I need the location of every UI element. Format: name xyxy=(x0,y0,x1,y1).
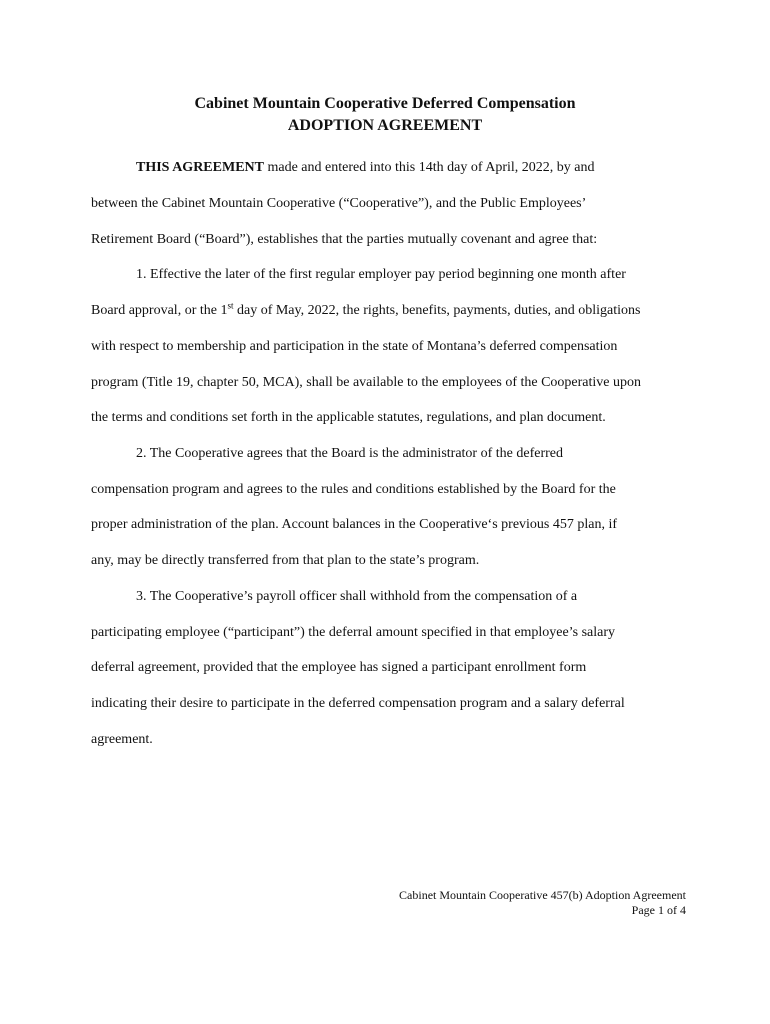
para1-line-5: the terms and conditions set forth in the applicable statutes, regulations, and plan document. xyxy=(91,410,606,425)
para3-line-5: agreement. xyxy=(91,732,153,747)
document-subtitle: ADOPTION AGREEMENT xyxy=(287,117,483,134)
para1-line-3: with respect to membership and participation in the state of Montana’s deferred compensation xyxy=(91,339,618,354)
para3-line-4: indicating their desire to participate in the deferred compensation program and a salary deferral xyxy=(91,696,625,711)
document-title: Cabinet Mountain Cooperative Deferred Compensation xyxy=(194,95,576,112)
para2-line-2: compensation program and agrees to the rules and conditions established by the Board for the xyxy=(91,482,616,497)
intro-line-1 xyxy=(136,159,594,177)
para1-line-1: 1. Effective the later of the first regular employer pay period beginning one month after xyxy=(136,267,626,282)
intro-lead: THIS AGREEMENT xyxy=(136,160,264,175)
para3-line-1: 3. The Cooperative’s payroll officer shall withhold from the compensation of a xyxy=(136,589,578,604)
para1-ordinal-sup: st xyxy=(227,300,234,311)
intro-line-3: Retirement Board (“Board”), establishes that the parties mutually covenant and agree that: xyxy=(91,232,598,247)
para2-line-1: 2. The Cooperative agrees that the Board is the administrator of the deferred xyxy=(136,446,563,461)
para3-line-2: participating employee (“participant”) the deferral amount specified in that employee’s salary xyxy=(91,625,616,640)
footer-document-name: Cabinet Mountain Cooperative 457(b) Adoption Agreement xyxy=(399,888,686,902)
para2-line-4: any, may be directly transferred from that plan to the state’s program. xyxy=(91,553,480,568)
para1-line-4: program (Title 19, chapter 50, MCA), shall be available to the employees of the Cooperative upon xyxy=(91,375,642,390)
para1-line-2-a: Board approval, or the 1 xyxy=(91,303,228,318)
para2-line-3: proper administration of the plan. Account balances in the Cooperative‘s previous 457 plan, if xyxy=(91,517,618,532)
intro-line-2: between the Cabinet Mountain Cooperative (“Cooperative”), and the Public Employees’ xyxy=(91,196,587,211)
para1-line-2 xyxy=(91,302,640,320)
para3-line-3: deferral agreement, provided that the employee has signed a participant enrollment form xyxy=(91,660,587,675)
intro-line-1-text: made and entered into this 14th day of April, 2022, by and xyxy=(263,160,595,175)
footer-page-number: Page 1 of 4 xyxy=(631,903,686,917)
para1-line-2-b: day of May, 2022, the rights, benefits, payments, duties, and obligations xyxy=(233,303,641,318)
